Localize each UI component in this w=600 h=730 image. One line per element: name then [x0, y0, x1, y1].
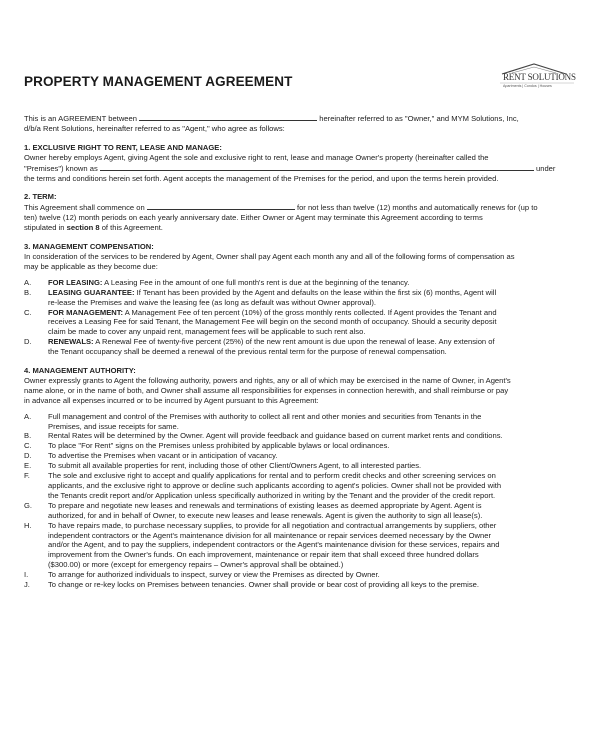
list-item: B. LEASING GUARANTEE: If Tenant has been provided by the Agent and defaults on the lease within the first six (6) months, Agent will re-lease the Premises and waive the leasing fee (as long as default was without Owner approval).: [24, 287, 497, 307]
list-item: D. RENEWALS: A Renewal Fee of twenty-five percent (25%) of the new rent amount is due upon the renewal of lease. Any extension of the Tenant occupancy shall be deemed a renewal of the previous rental term for the purpose of renewal compensation.: [24, 337, 495, 357]
list-item: A. FOR LEASING: A Leasing Fee in the amount of one full month's rent is due at the beginning of the tenancy.: [24, 277, 410, 287]
list-item: C. FOR MANAGEMENT: A Management Fee of ten percent (10%) of the gross monthly rents collected. If Agent provides the Tenant and receives a Leasing Fee for said Tenant, the Management Fee will begin on the second month of occupancy. Should a security deposit claim be made to cover any unpaid rent, management fees will be applicable to such rent also.: [24, 307, 497, 337]
logo-tagline: Apartments | Condos | Houses: [503, 84, 552, 88]
authority-list: [24, 412, 580, 590]
section-2-line: stipulated in section 8 of this Agreement.: [24, 223, 163, 233]
list-item: H. To have repairs made, to purchase necessary supplies, to provide for all negotiation and contractual arrangements by suppliers, other independent contractors or the Agent's maintenance division for all maintenance or repair services deemed necessary by the Owner and/or the Agent, and to pay the suppliers, independent contractors or the Agent's maintenance division for these services, repairs and improvement from the Owner's funds. On each improvement, maintenance or repair item that shall exceed three hundred dollars ($300.00) or more (except for emergency repairs – Owner's approval shall be obtained.): [24, 520, 500, 570]
section-4-line: in advance all expenses incurred or to be incurred by Agent pursuant to this Agreement:: [24, 395, 319, 405]
section-4-heading: 4. MANAGEMENT AUTHORITY:: [24, 366, 136, 376]
section-3-line: In consideration of the services to be rendered by Agent, Owner shall pay Agent each month any and all of the following forms of compensation as: [24, 251, 515, 261]
intro-line-1: This is an AGREEMENT between hereinafter referred to as "Owner," and MYM Solutions, Inc,: [24, 114, 519, 123]
section-1-heading: 1. EXCLUSIVE RIGHT TO RENT, LEASE AND MANAGE:: [24, 142, 222, 152]
list-item: F. The sole and exclusive right to accept and qualify applications for rental and to perform credit checks and other screening services on applicants, and the exclusive right to approve or decline such applicants according to agent's policies. Owner shall not be provided with the Tenants credit report and/or Application unless specifically authorized in writing by the Tenant and the provider of the credit report.: [24, 471, 502, 500]
section-2-line: ten) twelve (12) month periods on each yearly anniversary date. Either Owner or Agent may terminate this Agreement according to terms: [24, 213, 483, 223]
section-1-line: Owner hereby employs Agent, giving Agent the sole and exclusive right to rent, lease and manage Owner's property (hereinafter called the: [24, 152, 489, 162]
premises-address-blank[interactable]: [100, 163, 534, 171]
section-3-heading: 3. MANAGEMENT COMPENSATION:: [24, 242, 154, 252]
list-item: B. Rental Rates will be determined by the Owner. Agent will provide feedback and guidance based on current market rents and conditions.: [24, 431, 503, 441]
section-2-line: This Agreement shall commence on for not less than twelve (12) months and automatically renews for (up to: [24, 203, 538, 213]
list-item: G. To prepare and negotiate new leases and renewals and terminations of existing leases as deemed appropriate by Agent. Agent is authorized, for and in behalf of Owner, to execute new leases and lease renewals. Agent is given the authority to sign all lease(s).: [24, 500, 483, 520]
section-4-line: name alone, or in the name of both, and Owner shall assume all responsibilities for expenses in connection herewith, and shall reimburse or pay: [24, 385, 509, 395]
section-1-line: "Premises") known as under: [24, 163, 556, 173]
intro-line-2: d/b/a Rent Solutions, hereinafter referred to as "Agent," who agree as follows:: [24, 123, 285, 133]
list-item: J. To change or re-key locks on Premises between tenancies. Owner shall provide or bear cost of providing all keys to the premise.: [24, 580, 479, 590]
section-3-line: may be applicable as they become due:: [24, 261, 158, 271]
compensation-list: [24, 278, 580, 357]
owner-name-blank[interactable]: [139, 113, 317, 121]
list-item: I. To arrange for authorized individuals to inspect, survey or view the Premises as directed by Owner.: [24, 570, 380, 580]
list-item: D. To advertise the Premises when vacant or in anticipation of vacancy.: [24, 451, 278, 461]
document-title: PROPERTY MANAGEMENT AGREEMENT: [24, 74, 293, 89]
section-2-heading: 2. TERM:: [24, 192, 57, 202]
list-item: E. To submit all available properties for rent, including those of other Client/Owners Agent, to all interested parties.: [24, 461, 422, 471]
section-4-line: Owner expressly grants to Agent the following authority, powers and rights, any or all of which may be exercised in the name of Owner, in Agent's: [24, 375, 511, 385]
logo-name: RENT SOLUTIONS: [503, 72, 576, 82]
list-item: A. Full management and control of the Premises with authority to collect all rent and other monies and securities from Tenants in the Premises, and issue receipts for same.: [24, 411, 482, 431]
commencement-date-blank[interactable]: [147, 202, 295, 210]
list-item: C. To place "For Rent" signs on the Premises unless prohibited by applicable bylaws or local ordinances.: [24, 441, 390, 451]
agreement-body: [24, 113, 580, 590]
section-1-line: the terms and conditions herein set forth. Agent accepts the management of the Premises for the period, and upon the terms herein provided.: [24, 173, 499, 183]
